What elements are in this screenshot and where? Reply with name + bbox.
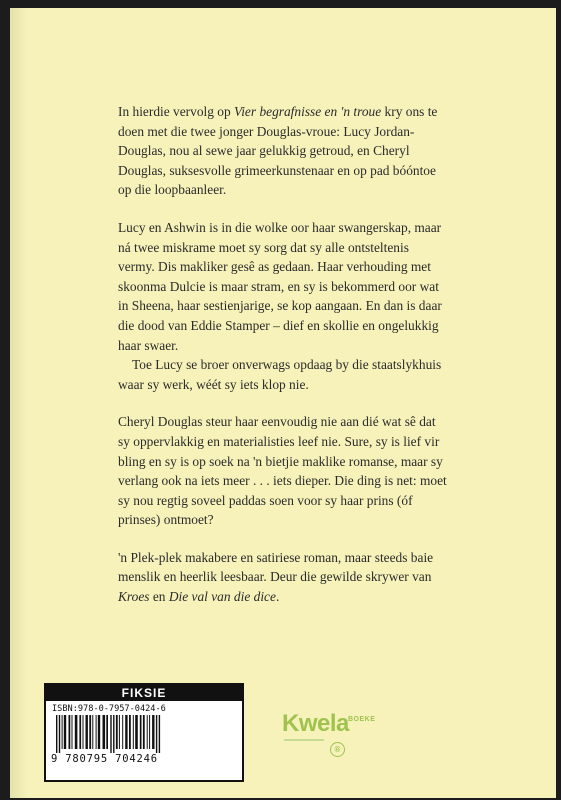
barcode-box: [44, 683, 244, 782]
publisher-sub: BOEKE: [348, 716, 376, 723]
blurb-p5-mid: en: [149, 589, 169, 605]
blurb-p5-end: .: [275, 589, 280, 605]
blurb-text: [118, 102, 448, 607]
blurb-paragraph-5: [118, 548, 448, 607]
blurb-p1-intro: In hierdie vervolg op: [118, 104, 235, 119]
blurb-paragraph-2: Lucy en Ashwin is in die wolke oor haar swangerskap, maar ná twee miskrame moet sy sorg dat sy alle ontsteltenis vermy. Dis makliker gesê as gedaan. Haar verhouding met skoonma Dulcie is maar stram, en sy is bekommerd oor wat in Sheena, haar sestienjarige, se kop aangaan. En dan is daar die dood van Eddie Stamper – dief en skollie en ongelukkig haar swaer.: [118, 219, 442, 353]
blurb-p5-title-kroes: Kroes: [118, 589, 150, 605]
book-back-cover: [10, 8, 556, 798]
blurb-p1-rest: kry ons te doen met die twee jonger Douglas-vroue: Lucy Jordan-Douglas, nou al sewe jaar gelukkig getroud, en Cheryl Douglas, suksesvolle grimeerkunstenaar en op pad bóóntoe op die loopbaanleer.: [118, 104, 438, 198]
blurb-paragraph-3: Toe Lucy se broer onverwags opdaag by die staatslykhuis waar sy werk, wéét sy iets klop nie.: [118, 357, 442, 392]
blurb-paragraph-1: [118, 102, 448, 200]
blurb-p5-intro: 'n Plek-plek makabere en satiriese roman, maar steeds baie menslik en heerlik leesbaar. Deur die gewilde skrywer van: [118, 549, 434, 585]
logo-underline: [284, 739, 324, 741]
barcode-bars-icon: [54, 715, 232, 753]
blurb-p5-title-dice: Die val van die dice: [168, 589, 276, 605]
spine-shadow: [10, 8, 28, 798]
registered-mark-icon: ®: [330, 742, 345, 757]
barcode-number: 9 780795 704246: [51, 753, 158, 765]
blurb-paragraph-4: Cheryl Douglas steur haar eenvoudig nie aan dié wat sê dat sy oppervlakkig en materialisties leef nie. Sure, sy is lief vir bling en sy is op soek na 'n bietjie maklike romanse, maar sy verlang ook na iets meer . . . iets dieper. Die ding is net: moet sy nou regtig soveel paddas soen voor sy haar prins (óf prinses) ontmoet?: [118, 414, 447, 528]
publisher-name: Kwela: [282, 710, 349, 737]
genre-label: FIKSIE: [46, 685, 242, 701]
isbn-text: ISBN:978-0-7957-0424-6: [52, 704, 166, 714]
blurb-p1-book-title: Vier begrafnisse en 'n troue: [234, 104, 382, 119]
publisher-logo: [282, 710, 402, 762]
